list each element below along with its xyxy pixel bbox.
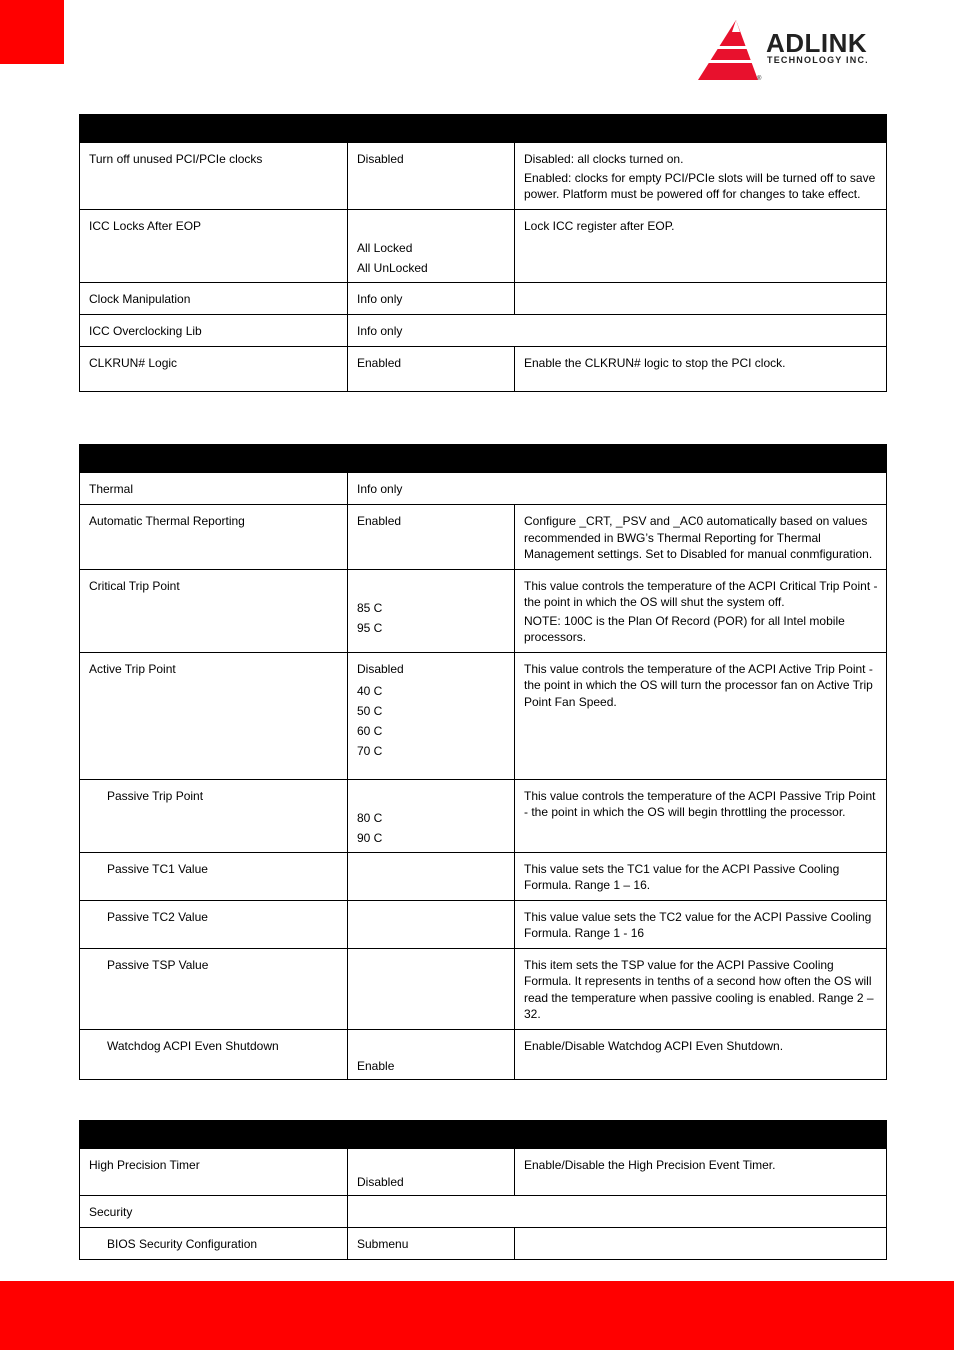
table-row xyxy=(80,900,887,948)
setting-name: Passive TSP Value xyxy=(80,948,348,1029)
setting-name: Passive TC1 Value xyxy=(80,852,348,900)
table-row xyxy=(80,948,887,1029)
setting-description: Enable/Disable Watchdog ACPI Even Shutdown. xyxy=(515,1029,887,1079)
setting-name: Turn off unused PCI/PCIe clocks xyxy=(80,143,348,210)
thermal-settings-table xyxy=(79,444,887,1080)
table-row xyxy=(80,282,887,314)
setting-description: This value controls the temperature of the ACPI Critical Trip Point - the point in which the OS will shut the system off. NOTE: 100C is the Plan Of Record (POR) for all Intel mobile processors. xyxy=(515,569,887,652)
table-header-row xyxy=(80,1121,887,1149)
logo-triangle-icon xyxy=(696,20,760,84)
table-row xyxy=(80,143,887,210)
setting-options xyxy=(348,852,515,900)
table-row xyxy=(80,1029,887,1079)
setting-name: Critical Trip Point xyxy=(80,569,348,652)
table-row xyxy=(80,569,887,652)
footer-bar xyxy=(0,1281,954,1350)
setting-description: This value controls the temperature of the ACPI Active Trip Point - the point in which the OS will turn the processor fan on Active Trip Point Fan Speed. xyxy=(515,652,887,779)
table-row xyxy=(80,314,887,346)
setting-description xyxy=(515,1228,887,1260)
setting-options: Enabled xyxy=(348,346,515,391)
setting-description: Configure _CRT, _PSV and _AC0 automatically based on values recommended in BWG’s Thermal Reporting for Thermal Management settings. Set to Disabled for manual conmfiguration. xyxy=(515,505,887,570)
logo-registered-mark: ® xyxy=(757,76,762,82)
setting-options: Disabled xyxy=(348,1149,515,1196)
setting-name: CLKRUN# Logic xyxy=(80,346,348,391)
setting-value: Info only xyxy=(348,473,887,505)
setting-name: ICC Overclocking Lib xyxy=(80,314,348,346)
setting-options: Submenu xyxy=(348,1228,515,1260)
setting-name: High Precision Timer xyxy=(80,1149,348,1196)
setting-description: Enable/Disable the High Precision Event Timer. xyxy=(515,1149,887,1196)
table-row xyxy=(80,473,887,505)
icc-settings-table xyxy=(79,114,887,392)
table-row xyxy=(80,652,887,779)
setting-options: Disabled 40 C 50 C 60 C 70 C xyxy=(348,652,515,779)
setting-options: Enable xyxy=(348,1029,515,1079)
setting-name: Passive TC2 Value xyxy=(80,900,348,948)
setting-name: Active Trip Point xyxy=(80,652,348,779)
setting-name: Passive Trip Point xyxy=(80,779,348,852)
setting-description xyxy=(515,282,887,314)
setting-name: Automatic Thermal Reporting xyxy=(80,505,348,570)
logo-name: ADLINK xyxy=(766,28,868,58)
setting-description: This value controls the temperature of the ACPI Passive Trip Point - the point in which the OS will begin throttling the processor. xyxy=(515,779,887,852)
table-header-row xyxy=(80,445,887,473)
setting-description: This item sets the TSP value for the ACPI Passive Cooling Formula. It represents in tenths of a second how often the OS will read the temperature when passive cooling is enabled. Range 2 – 32. xyxy=(515,948,887,1029)
setting-description: Lock ICC register after EOP. xyxy=(515,209,887,282)
setting-options: 80 C 90 C xyxy=(348,779,515,852)
setting-options: Enabled xyxy=(348,505,515,570)
setting-value xyxy=(348,1196,887,1228)
table-row xyxy=(80,346,887,391)
setting-options: Disabled xyxy=(348,143,515,210)
setting-name: Thermal xyxy=(80,473,348,505)
setting-options xyxy=(348,900,515,948)
setting-options: All Locked All UnLocked xyxy=(348,209,515,282)
adlink-logo xyxy=(696,20,908,84)
setting-name: Security xyxy=(80,1196,348,1228)
table-row xyxy=(80,505,887,570)
corner-tab xyxy=(0,0,64,64)
setting-description: This value sets the TC1 value for the ACPI Passive Cooling Formula. Range 1 – 16. xyxy=(515,852,887,900)
table-row xyxy=(80,779,887,852)
table-row xyxy=(80,209,887,282)
table-row xyxy=(80,1149,887,1196)
table-row xyxy=(80,1196,887,1228)
setting-name: Watchdog ACPI Even Shutdown xyxy=(80,1029,348,1079)
setting-name: Clock Manipulation xyxy=(80,282,348,314)
setting-description: Disabled: all clocks turned on. Enabled: clocks for empty PCI/PCIe slots will be turned off to save power. Platform must be powered off for changes to take effect. xyxy=(515,143,887,210)
logo-subtitle: TECHNOLOGY INC. xyxy=(767,55,869,65)
timer-security-table xyxy=(79,1120,887,1260)
table-row xyxy=(80,1228,887,1260)
setting-name: ICC Locks After EOP xyxy=(80,209,348,282)
setting-description: This value value sets the TC2 value for the ACPI Passive Cooling Formula. Range 1 - 16 xyxy=(515,900,887,948)
setting-options: 85 C 95 C xyxy=(348,569,515,652)
setting-options xyxy=(348,948,515,1029)
table-header-row xyxy=(80,115,887,143)
setting-value: Info only xyxy=(348,314,887,346)
setting-description: Enable the CLKRUN# logic to stop the PCI clock. xyxy=(515,346,887,391)
setting-options: Info only xyxy=(348,282,515,314)
table-row xyxy=(80,852,887,900)
setting-name: BIOS Security Configuration xyxy=(80,1228,348,1260)
